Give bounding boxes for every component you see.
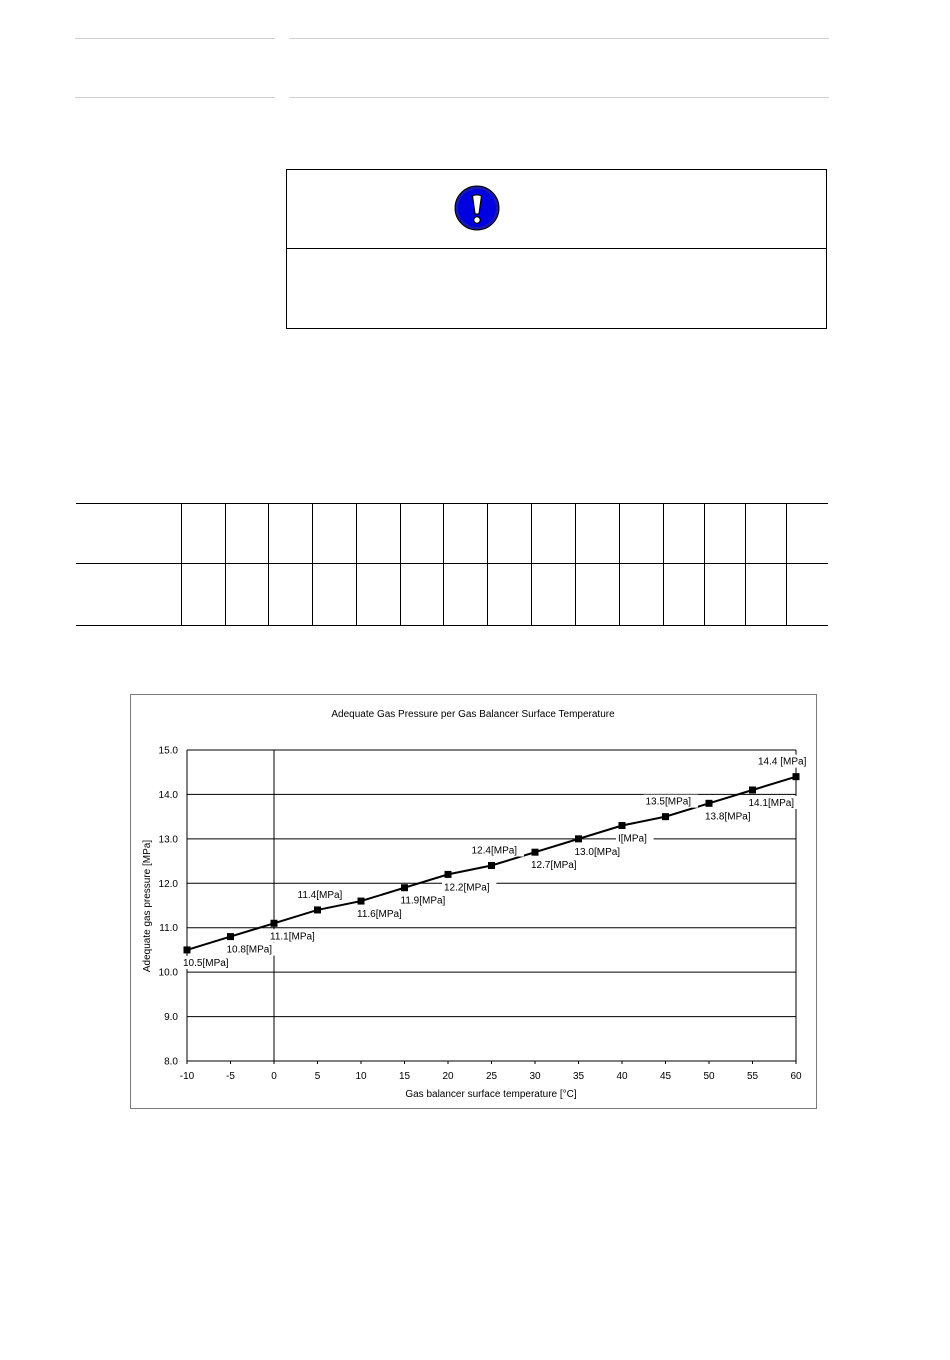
data-point-marker (488, 862, 495, 869)
tick-layer (159, 746, 802, 1083)
y-axis-label: Adequate gas pressure [MPa] (142, 839, 153, 973)
data-label-text: 12.2[MPa] (444, 882, 490, 894)
x-tick-label: 5 (314, 1071, 321, 1082)
data-point-marker (227, 933, 234, 940)
data-label (268, 929, 322, 942)
x-tick-label: 0 (271, 1071, 277, 1082)
series-layer (184, 773, 800, 953)
data-label (573, 845, 627, 858)
data-point-marker (314, 906, 321, 913)
x-tick-label: 60 (790, 1071, 802, 1082)
data-point-marker (358, 898, 365, 905)
x-tick-label: -10 (179, 1071, 195, 1082)
data-point-marker (619, 822, 626, 829)
y-tick-label: 11.0 (159, 923, 178, 935)
data-label (644, 795, 698, 808)
data-point-marker (401, 884, 408, 891)
x-tick-label: 50 (703, 1071, 715, 1082)
x-tick-label: 55 (746, 1071, 759, 1082)
data-label (529, 858, 583, 871)
y-tick-label: 8.0 (164, 1056, 178, 1068)
x-tick-label: -5 (226, 1071, 235, 1082)
data-label (442, 880, 496, 893)
data-point-marker (706, 800, 713, 807)
data-label-text: 11.6[MPa] (357, 909, 402, 921)
y-tick-label: 9.0 (164, 1012, 178, 1024)
data-point-marker (749, 786, 756, 793)
x-tick-label: 40 (616, 1071, 628, 1082)
data-point-marker (575, 835, 582, 842)
data-point-marker (532, 849, 539, 856)
data-label (703, 809, 757, 822)
data-label (296, 888, 350, 901)
data-label-text: 10.8[MPa] (226, 944, 273, 956)
data-point-marker (271, 920, 278, 927)
chart-title: Adequate Gas Pressure per Gas Balancer Surface Temperature (331, 709, 615, 720)
data-point-marker (662, 813, 669, 820)
x-tick-label: 45 (659, 1071, 672, 1082)
data-label-layer (181, 755, 816, 969)
data-label (747, 796, 801, 809)
data-label-text: 11.1[MPa] (270, 931, 315, 943)
data-label (616, 832, 654, 845)
data-label-text: I[MPa] (618, 833, 647, 845)
y-tick-label: 10.0 (158, 967, 178, 979)
x-tick-label: 15 (398, 1071, 411, 1082)
data-label (399, 894, 453, 907)
data-label (470, 844, 524, 857)
data-label-text: 11.9[MPa] (400, 895, 446, 907)
data-point-marker (793, 773, 800, 780)
x-tick-label: 20 (442, 1071, 454, 1082)
data-label-text: 13.0[MPa] (574, 846, 621, 858)
data-label-text: 13.5[MPa] (645, 796, 692, 808)
x-tick-label: 35 (572, 1071, 585, 1082)
data-label (756, 755, 816, 768)
data-label (181, 956, 235, 969)
x-tick-label: 10 (355, 1071, 367, 1082)
y-tick-label: 13.0 (158, 834, 178, 846)
data-label-text: 10.5[MPa] (183, 957, 229, 969)
x-tick-label: 30 (529, 1071, 541, 1082)
y-tick-label: 12.0 (158, 878, 178, 890)
y-tick-label: 15.0 (158, 745, 178, 757)
data-label (355, 907, 409, 920)
data-label (225, 943, 279, 956)
data-point-marker (445, 871, 452, 878)
x-axis-label: Gas balancer surface temperature [°C] (405, 1089, 577, 1100)
data-point-marker (184, 946, 191, 953)
data-label-text: 12.7[MPa] (531, 860, 577, 872)
data-label-text: 14.1[MPa] (748, 797, 795, 809)
data-label-text: 11.4[MPa] (297, 889, 343, 901)
y-tick-label: 14.0 (158, 789, 178, 801)
data-label-text: 14.4 [MPa] (758, 756, 807, 768)
data-label-text: 12.4[MPa] (471, 845, 518, 857)
x-tick-label: 25 (485, 1071, 498, 1082)
grid-layer (187, 750, 796, 1061)
data-label-text: 13.8[MPa] (705, 811, 751, 823)
